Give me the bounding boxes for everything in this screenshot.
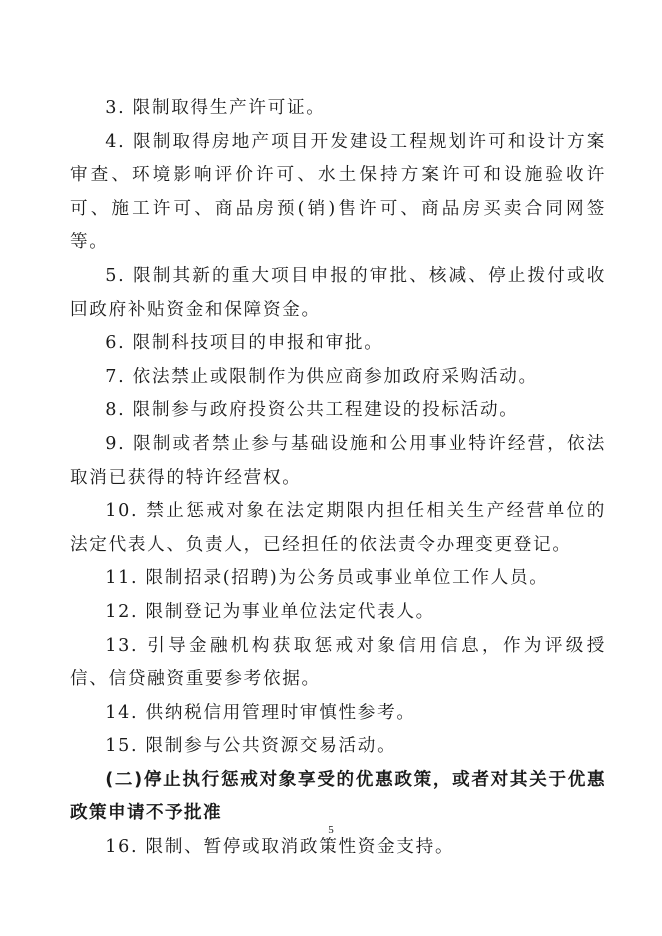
paragraph-item-6: 6. 限制科技项目的申报和审批。 bbox=[105, 333, 384, 354]
paragraph-item-4: 4. 限制取得房地产项目开发建设工程规划许可和设计方案审查、环境影响评价许可、水土保持方案许可和设施验收许可、施工许可、商品房预(销)售许可、商品房买卖合同网签等。 bbox=[70, 131, 606, 253]
paragraph-item-9: 9. 限制或者禁止参与基础设施和公用事业特许经营，依法取消已获得的特许经营权。 bbox=[70, 433, 606, 488]
paragraph-item-14: 14. 供纳税信用管理时审慎性参考。 bbox=[105, 702, 416, 723]
paragraph-item-13: 13. 引导金融机构获取惩戒对象信用信息，作为评级授信、信贷融资重要参考依据。 bbox=[70, 635, 606, 690]
paragraph-item-5: 5. 限制其新的重大项目申报的审批、核减、停止拨付或收回政府补贴资金和保障资金。 bbox=[70, 265, 606, 320]
paragraph-item-7: 7. 依法禁止或限制作为供应商参加政府采购活动。 bbox=[105, 366, 538, 387]
section-heading: (二)停止执行惩戒对象享受的优惠政策，或者对其关于优惠政策申请不予批准 bbox=[70, 769, 606, 824]
paragraph-item-10: 10. 禁止惩戒对象在法定期限内担任相关生产经营单位的法定代表人、负责人，已经担任的依法责令办理变更登记。 bbox=[70, 501, 606, 555]
page-number: 5 bbox=[328, 824, 334, 836]
paragraph-item-12: 12. 限制登记为事业单位法定代表人。 bbox=[105, 601, 435, 622]
paragraph-item-16: 16. 限制、暂停或取消政策性资金支持。 bbox=[105, 837, 455, 858]
paragraph-item-3: 3. 限制取得生产许可证。 bbox=[105, 98, 326, 118]
paragraph-item-8: 8. 限制参与政府投资公共工程建设的投标活动。 bbox=[105, 400, 519, 421]
paragraph-item-11: 11. 限制招录(招聘)为公务员或事业单位工作人员。 bbox=[105, 568, 549, 589]
paragraph-item-15: 15. 限制参与公共资源交易活动。 bbox=[105, 736, 397, 757]
document-body bbox=[70, 92, 606, 865]
